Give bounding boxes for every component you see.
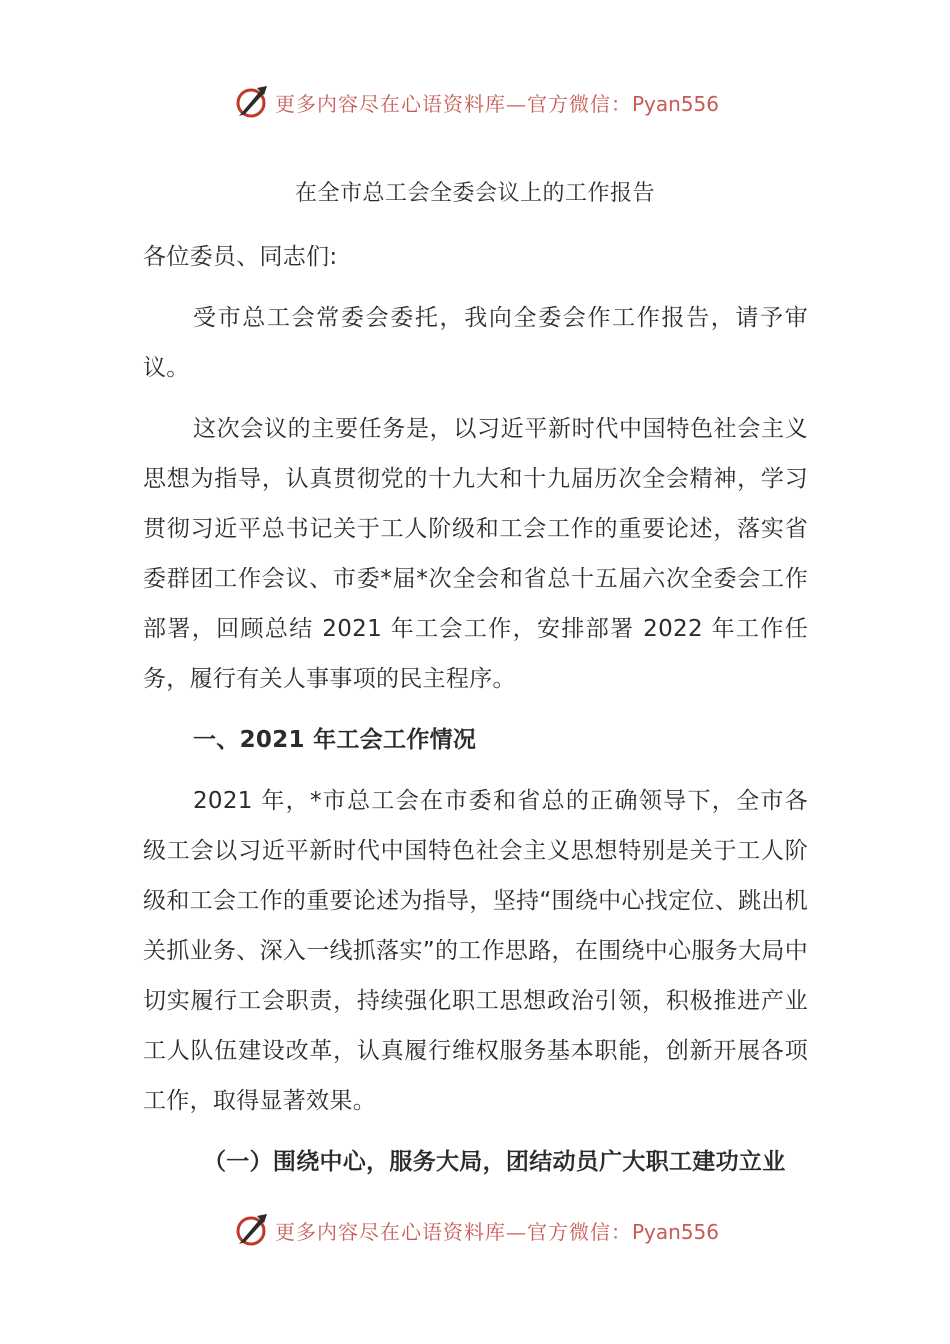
quill-logo-icon (231, 1210, 271, 1250)
watermark-text (275, 1216, 719, 1245)
watermark-label: 更多内容尽在心语资料库—官方微信： (274, 91, 632, 116)
watermark-wechat-id: Pyan556 (631, 1219, 719, 1244)
section-heading-1: 一、2021 年工会工作情况 (193, 727, 477, 753)
paragraph-2: 这次会议的主要任务是，以习近平新时代中国特色社会主义思想为指导，认真贯彻党的十九大和十九届历次全会精神，学习贯彻习近平总书记关于工人阶级和工会工作的重要论述，落实省委群团工作会议、市委*届*次全会和省总十五届六次全委会工作部署，回顾总结 2021 年工会工作，安排部署 2022 年工作任务，履行有关人事事项的民主程序。 (143, 416, 808, 692)
subsection-heading-1: （一）围绕中心，服务大局，团结动员广大职工建功立业 (203, 1149, 786, 1175)
watermark-wechat-id: Pyan556 (631, 91, 719, 116)
watermark-banner-top (0, 80, 950, 124)
watermark-text (275, 88, 719, 117)
salutation: 各位委员、同志们: (143, 244, 338, 270)
quill-logo-icon (231, 82, 271, 122)
paragraph-1: 受市总工会常委会委托，我向全委会作工作报告，请予审议。 (143, 305, 808, 381)
watermark-label: 更多内容尽在心语资料库—官方微信： (274, 1219, 632, 1244)
watermark-banner-bottom (0, 1208, 950, 1252)
document-title: 在全市总工会全委会议上的工作报告 (294, 181, 655, 206)
paragraph-3: 2021 年，*市总工会在市委和省总的正确领导下，全市各级工会以习近平新时代中国特色社会主义思想特别是关于工人阶级和工会工作的重要论述为指导，坚持“围绕中心找定位、跳出机关抓业务、深入一线抓落实”的工作思路，在围绕中心服务大局中切实履行工会职责，持续强化职工思想政治引领，积极推进产业工人队伍建设改革，认真履行维权服务基本职能，创新开展各项工作，取得显著效果。 (143, 788, 808, 1114)
document-body (143, 232, 808, 1198)
